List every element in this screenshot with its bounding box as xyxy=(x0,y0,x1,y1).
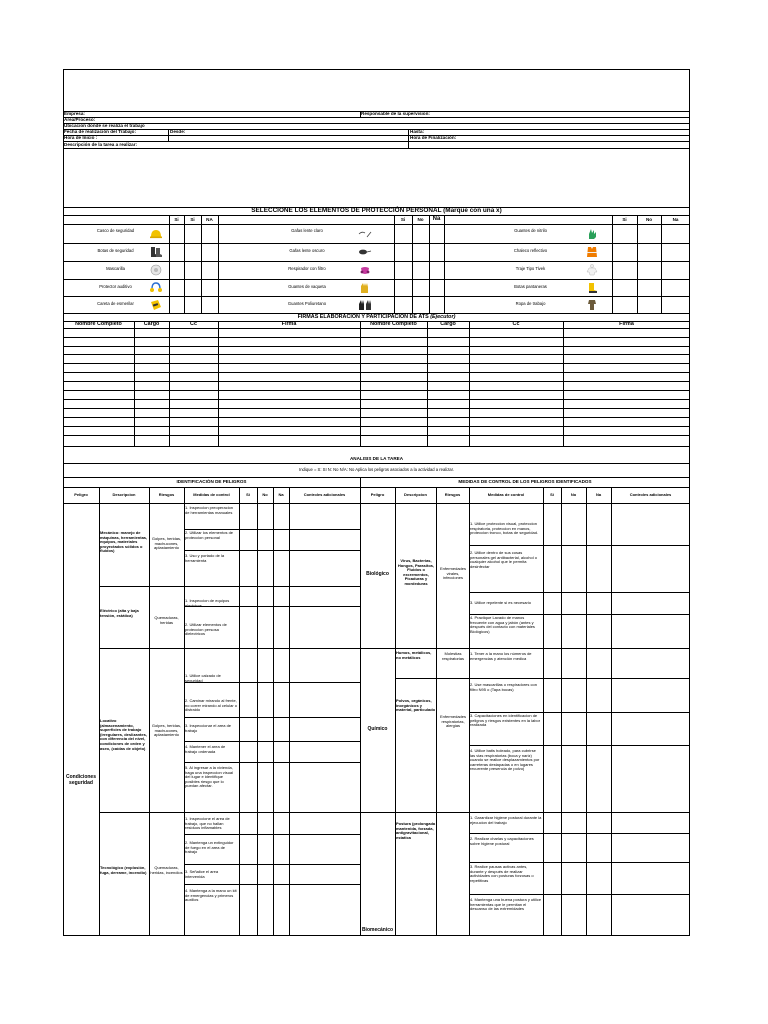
left-medida-2-2: 3. Inspeccionar el area de trabajo xyxy=(185,723,232,733)
field-area: Area/Proceso: xyxy=(64,117,96,122)
leather-gloves-icon xyxy=(358,282,372,294)
right-riesgo-polvos: Enfermedades respiratorias, alergias xyxy=(439,714,466,729)
right-peligro-quimico: Químico xyxy=(367,726,388,732)
right-riesgo-humos: Molestias respiratorias xyxy=(441,651,464,661)
medidas-control-title: MEDIDAS DE CONTROL DE LOS PELIGROS IDENTIFICADOS xyxy=(458,479,592,484)
epp-mascarilla: Mascarilla xyxy=(106,266,125,271)
an-h-riesgos-2: Riesgos xyxy=(444,493,461,497)
left-desc-electrico: Eléctrico (alta y baja tensión, estática) xyxy=(100,608,139,618)
an-h-si-2: Si xyxy=(550,493,554,497)
right-riesgo-biologico: Enfermedades virales, infecciones xyxy=(439,566,466,581)
epp-respirador: Respirador con filtro xyxy=(288,266,326,271)
left-peligro: Condiciones seguridad xyxy=(65,774,96,786)
firmas-h-firma-2: Firma xyxy=(619,322,634,327)
left-riesgo-locativo: Golpes, heridas, machucones, aplastamiento xyxy=(151,723,182,738)
boots-icon xyxy=(149,246,163,258)
field-ubicacion: Ubicacion donde se realiza el trabajo xyxy=(64,123,145,128)
epp-casco: Casco de seguridad xyxy=(96,228,135,233)
epp-title: SELECCIONE LOS ELEMENTOS DE PROTECCIÓN PERSONAL (Marque con una x) xyxy=(251,207,502,214)
left-medida-0-2: 3. Uso y portado de la herramienta xyxy=(185,553,225,563)
firmas-h-nombre-2: Nombre Completo xyxy=(370,322,417,327)
epp-gafas-oscuro: Gafas lente oscuro xyxy=(289,248,325,253)
right-medida-0-1: 2. Utilice dentro de sus cosas personales gel antibacterial, alcohol o cualquier alcohol que le permita desinfectar xyxy=(470,550,537,569)
epp-col3-si: Si xyxy=(622,217,627,222)
firmas-h-cargo-2: Cargo xyxy=(440,322,456,327)
respirator-icon xyxy=(358,264,372,276)
epp-guantes-nitrilo: Guantes de nitrilo xyxy=(514,228,547,233)
right-medida-2-1: 2. Realizar charlas y capacitaciones sobre higiene postural xyxy=(470,836,534,846)
analisis-indique: Indique = S: SI N: No N/A: No Aplica los peligros asociados a la actividad a realizar. xyxy=(299,467,454,472)
an-h-descripcion: Descripcion xyxy=(112,493,136,497)
vest-icon xyxy=(585,246,599,258)
epp-guantes-vaqueta: Guantes de vaqueta xyxy=(288,284,326,289)
left-medida-2-3: 4. Mantener el area de trabajo ordenada xyxy=(185,744,226,754)
field-hora-inicio: Hora de Inicio : xyxy=(64,135,98,140)
epp-col3-na: Na xyxy=(672,217,679,222)
helmet-icon xyxy=(149,228,163,240)
left-desc-mecanico: Mecánico: manejo de máquinas, herramientas, equipos, materiales proyectados sólidos o fluidos) xyxy=(100,530,148,554)
epp-botas: Botas de seguridad xyxy=(97,248,134,253)
right-peligro-biomecanico: Biomecánico xyxy=(361,927,394,933)
left-medida-2-4: 5. Al ingresar a la vivienda, haga una inspeccion visual del lugar e identifique posibles riesgo que lo puedan afectar. xyxy=(185,765,234,789)
epp-col3-no: No xyxy=(645,217,653,222)
right-medida-1-2: 3. Capacitaciones en identificacion de peligros y riesgos existentes en la labor realizada xyxy=(470,713,541,728)
right-medida-1-3: 4. Utilice batis holeado, para cubrirse las vias respiratorias (boca y nariz) cuando se realice desplazamientos por carreteras destapadas o en lugares recurrente presencia de polvo) xyxy=(470,748,540,772)
poly-gloves-icon xyxy=(358,299,372,311)
field-empresa: Empresa: xyxy=(64,111,85,116)
an-h-peligro-2: Peligro xyxy=(370,493,385,497)
firmas-h-cargo: Cargo xyxy=(143,322,160,327)
an-h-riesgos: Riesgos xyxy=(158,493,175,497)
left-desc-tecnologico: Tecnológico (explosión, fuga, derrame, incendio) xyxy=(100,865,147,875)
right-desc-humos: Humos, metálicos, no metálicos xyxy=(396,650,432,660)
right-desc-postura: Postura (prolongada mantenida, forzada, antigravitacional, estatica xyxy=(396,821,436,840)
clear-glasses-icon xyxy=(358,228,372,240)
an-h-na: Na xyxy=(278,493,284,497)
left-medida-3-3: 4. Mantenga a la mano un kit de emergencias y primeros auxilios xyxy=(185,888,237,903)
ats-form xyxy=(63,69,690,936)
work-clothes-icon xyxy=(585,299,599,311)
epp-protector: Protector auditivo xyxy=(99,284,132,289)
right-medida-1-0: 1. Tener a la mano los números de emergencias y atención medica xyxy=(470,651,532,661)
epp-col-na: NA xyxy=(206,217,213,222)
epp-ropa: Ropa de trabajo xyxy=(515,301,546,306)
nitrile-gloves-icon xyxy=(585,228,599,240)
epp-careta: Careta de esmerilar xyxy=(97,301,134,306)
an-h-no-2: No xyxy=(570,493,577,497)
tyvek-suit-icon xyxy=(585,264,599,276)
right-medida-0-0: 1. Utilice proteccion visual, proteccion respiratoria, proteccion en manos, proteccion tronco, botas de seguridad. xyxy=(470,521,539,536)
field-hora-fin: Hora de Finalización: xyxy=(410,135,457,140)
an-h-na-2: Na xyxy=(595,493,602,497)
left-medida-0-1: 2. Utilizar los elementos de proteccion personal xyxy=(185,530,234,540)
left-medida-2-0: 1. Utilice calzado de seguridad xyxy=(185,673,221,683)
an-h-descripcion-2: Descripcion xyxy=(404,493,427,497)
left-riesgo-mecanico: Golpes, heridas, machucones, aplastamiento xyxy=(151,536,182,551)
right-peligro-biologico: Biológico xyxy=(366,571,389,577)
left-medida-0-0: 1. Inspeccion preoperacion de herramientas manuales xyxy=(185,505,234,515)
an-h-controles-2: Controles adicionales xyxy=(629,493,672,497)
right-desc-biologico: Virus, Bacterias, Hongos, Parasitos, Fluidos o excrementos, Picaduras y mordeduras xyxy=(397,558,435,586)
an-h-no: No xyxy=(262,493,268,497)
ident-peligros-title: IDENTIFICACIÓN DE PELIGROS xyxy=(176,479,247,484)
field-descripcion: Descripción de la tarea a realizar: xyxy=(64,142,138,147)
left-riesgo-electrico: Quemaduras, heridas xyxy=(154,615,179,625)
right-medida-2-2: 3. Realice pausas activas antes, durante y después de realizar actividades con posturas forzosas o repetitivas xyxy=(470,864,534,883)
epp-col-si: Si xyxy=(174,217,179,222)
firmas-h-firma: Firma xyxy=(281,322,297,327)
epp-col2-si: Si xyxy=(400,217,406,222)
dark-glasses-icon xyxy=(358,246,372,258)
an-h-controles: Controles adicionales xyxy=(303,493,346,497)
right-medida-2-3: 4. Mantenga una buena postura y utilice herramientas que le permitan el descanso de las extremidades xyxy=(470,897,542,912)
right-medida-0-2: 3. Utilice repelente si es necesario xyxy=(470,600,531,605)
field-hasta: Hasta: xyxy=(410,129,425,134)
right-desc-polvos: Polvos, orgánicos, inorgánicos y material, particulado xyxy=(396,698,436,713)
field-responsable: Responsable de la supervision: xyxy=(361,111,430,116)
left-desc-locativo: Locativo (almacenamiento, superficies de trabajo (irregulares, deslizantes, con diferencia del nivel, condiciones de orden y aseo, (caídas de objeto) xyxy=(100,718,147,751)
left-medida-2-1: 2. Caminar mirando al frente, no correr mirando al celular o distraido xyxy=(185,698,238,713)
right-medida-1-1: 2. Use mascarillas o respiradores con filtro N95 o (Tapa bocas) xyxy=(470,682,537,692)
mask-icon xyxy=(149,264,163,276)
an-h-medidas-2: Medidas de control xyxy=(487,493,525,497)
rubber-boots-icon xyxy=(585,282,599,294)
epp-gafas-claro: Gafas lente claro xyxy=(291,228,323,233)
firmas-title: FIRMAS ELABORACIÓN Y PARTICIPACIÓN DE ATS (Ejecutor) xyxy=(297,314,456,320)
epp-col2-na: Na xyxy=(432,216,441,222)
firmas-h-nombre: Nombre Completo xyxy=(75,322,122,327)
left-medida-1-1: 2. Utilizar elementos de proteccion persosa dielectricos xyxy=(185,622,227,637)
ear-protector-icon xyxy=(149,282,163,294)
welding-mask-icon xyxy=(149,299,163,311)
epp-chaleco: Chaleco reflectivo xyxy=(513,248,548,253)
epp-traje: Traje Tipo Tivek xyxy=(515,266,546,271)
epp-col-si-2: Si xyxy=(190,217,195,222)
epp-botas-pantaneras: Botas pantaneras xyxy=(514,284,547,289)
firmas-h-cc: Cc xyxy=(190,322,197,327)
firmas-h-cc-2: Cc xyxy=(512,322,520,327)
right-medida-0-3: 4. Practique Lavado de manos frecuente con agua y jabón (antes y después del contacto con materiales Biológicos) xyxy=(470,615,535,634)
left-riesgo-tecnologico: Quemaduras, heridas, incendios xyxy=(150,865,183,875)
analisis-title: ANALISIS DE LA TAREA xyxy=(349,456,404,461)
an-h-medidas: Medidas de control xyxy=(193,493,230,497)
field-desde: Desde: xyxy=(170,129,186,134)
epp-guantes-poli: Guantes Poliuretano xyxy=(287,301,327,306)
an-h-si: Si xyxy=(246,493,250,497)
left-medida-1-0: 1. Inspeccion de equipos electricos xyxy=(185,598,230,608)
left-medida-3-2: 3. Señalice el area intervenida xyxy=(185,869,219,879)
left-medida-3-1: 2. Mantenga un extinguidor de fuego en el area de trabajo xyxy=(185,840,234,855)
field-fecha: Fecha de realización del Trabajo: xyxy=(64,129,136,134)
right-medida-2-0: 1. Garantizar higiene postural durante la ejecucion del trabajo xyxy=(470,815,542,825)
epp-col2-no: No xyxy=(417,217,424,222)
an-h-peligro: Peligro xyxy=(74,493,88,497)
left-medida-3-0: 1. Inspeccione el area de trabajo, que no hallan residuos inflamables xyxy=(185,816,230,831)
